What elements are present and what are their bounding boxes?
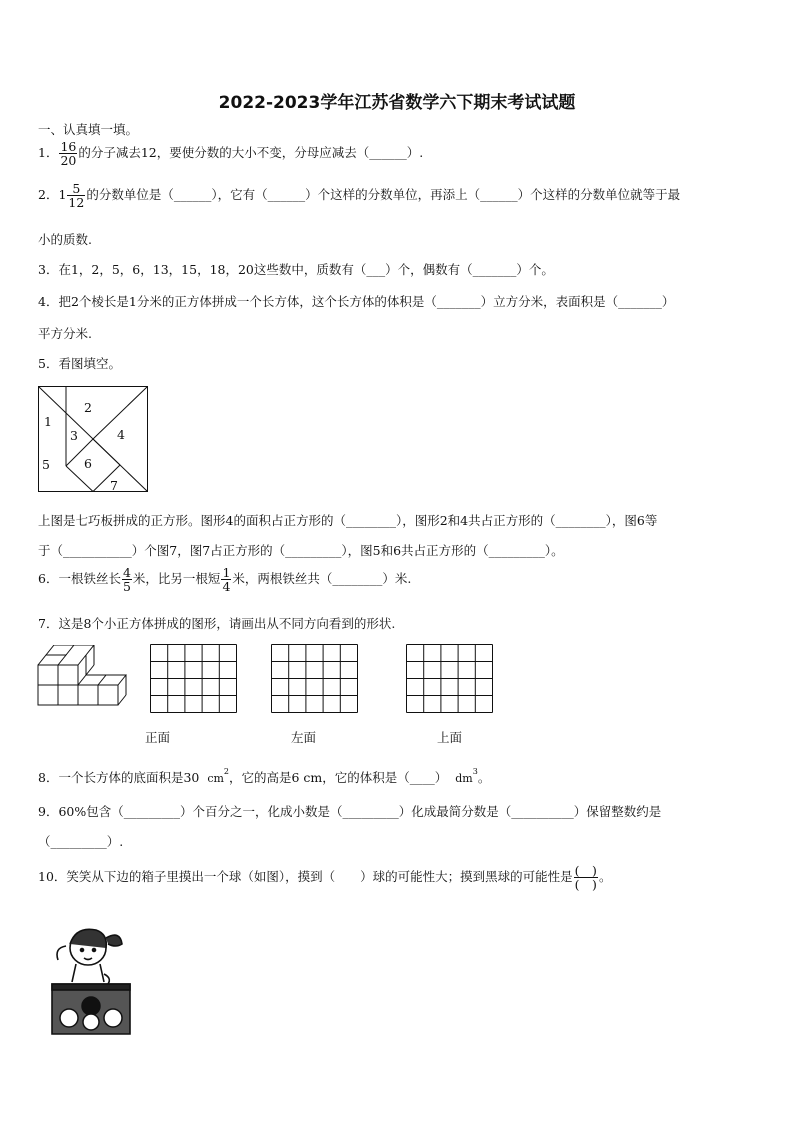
tangram-piece-6: 6 (84, 456, 92, 471)
fraction: $\frac{1}{4}$ (222, 565, 231, 595)
girl-with-ball-box-illustration (46, 922, 136, 1040)
question-4: 4．把2个棱长是1分米的正方体拼成一个长方体，这个长方体的体积是（_______）立方分米，表面积是（_______） (38, 294, 675, 309)
question-6: 6．一根铁丝长 $\frac{4}{5}$ 米，比另一根短 $\frac{1}{4}$ 米，两根铁丝共（________）米. (38, 565, 412, 595)
tangram-piece-1: 1 (44, 414, 52, 429)
white-ball-2 (83, 1014, 99, 1030)
white-ball-3 (104, 1009, 122, 1027)
label-top: 上面 (437, 730, 463, 745)
white-ball-1 (60, 1009, 78, 1027)
question-8: 8．一个长方体的底面积是30 $cm^2$，它的高是6 cm，它的体积是（____） $dm^3$。 (38, 767, 491, 785)
question-2: 2．1 $\frac{5}{12}$ 的分数单位是（______），它有（______）个这样的分数单位，再添上（______）个这样的分数单位就等于最 (38, 181, 681, 211)
tangram-piece-7: 7 (110, 478, 118, 493)
tangram-piece-3: 3 (70, 428, 78, 443)
tangram-piece-4: 4 (117, 427, 125, 442)
tangram-figure (38, 386, 148, 492)
question-9: 9．60%包含（_________）个百分之一，化成小数是（_________）化成最简分数是（__________）保留整数约是 (38, 804, 662, 819)
fraction: $\frac{16}{20}$ (60, 139, 77, 169)
cube-stack-figure (37, 645, 127, 711)
label-left: 左面 (291, 730, 317, 745)
grid-left[interactable] (271, 644, 358, 713)
question-2-line2: 小的质数. (38, 232, 92, 247)
question-5-text: 上图是七巧板拼成的正方形。图形4的面积占正方形的（________），图形2和4共占正方形的（________），图6等 (38, 513, 658, 528)
page-title: 2022-2023学年江苏省数学六下期末考试试题 (218, 93, 576, 113)
fraction: $\frac{5}{12}$ (68, 181, 85, 211)
question-5: 5．看图填空。 (38, 356, 121, 371)
tangram-piece-2: 2 (84, 400, 92, 415)
fraction: $\frac{( )}{( )}$ (574, 863, 597, 893)
tangram-lines (38, 386, 148, 492)
question-9-line2: （_________）. (38, 834, 124, 849)
question-1: 1． $\frac{16}{20}$ 的分子减去12，要使分数的大小不变，分母应减去（______）. (38, 139, 424, 169)
question-7: 7．这是8个小正方体拼成的图形，请画出从不同方向看到的形状. (38, 616, 396, 631)
grid-top[interactable] (406, 644, 493, 713)
question-10: 10．笑笑从下边的箱子里摸出一个球（如图），摸到（ ）球的可能性大；摸到黑球的可能性是 $\frac{( )}{( )}$ 。 (38, 863, 612, 893)
question-3: 3．在1，2，5，6，13，15，18，20这些数中，质数有（___）个，偶数有（_______）个。 (38, 262, 554, 277)
section-heading: 一、认真填一填。 (38, 122, 139, 137)
label-front: 正面 (145, 730, 171, 745)
fraction: $\frac{4}{5}$ (122, 565, 131, 595)
question-5-text-line2: 于（___________）个图7，图7占正方形的（_________），图5和6共占正方形的（_________）。 (38, 543, 564, 558)
question-4-line2: 平方分米. (38, 326, 92, 341)
grid-front[interactable] (150, 644, 237, 713)
tangram-piece-5: 5 (42, 457, 50, 472)
black-ball (82, 997, 100, 1015)
